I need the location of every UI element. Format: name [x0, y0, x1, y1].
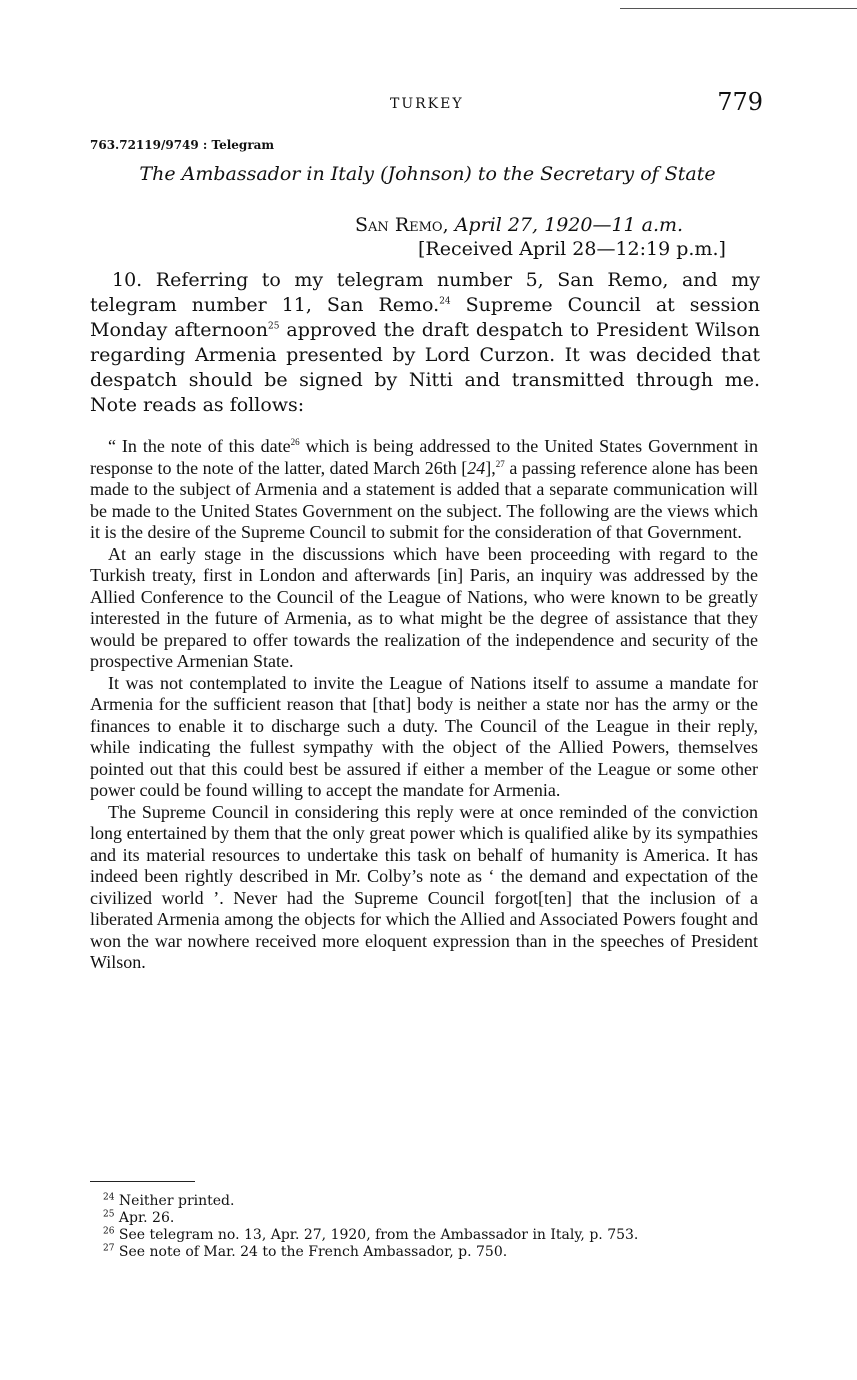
footnote — [103, 1227, 763, 1244]
body-rest: approved the draft despatch to President Wilson regarding Armenia presented by Lord Curzon. It was decided that despatch should be signed by Nitti and transmitted through me. Note reads as follows: — [90, 319, 760, 416]
page-number: 779 — [717, 88, 763, 116]
footnote-mark: 27 — [103, 1243, 115, 1254]
note-p1-c: ], — [485, 457, 496, 478]
note-paragraph-2: At an early stage in the discussions which have been proceeding with regard to the Turkish treaty, first in London and afterwards [in] Paris, an inquiry was addressed by the Allied Conference to the Council of the League of Nations, who were known to be greatly interested in the future of Armenia, as to what might be the degree of assistance that they would be prepared to offer towards the realization of the independence and security of the prospective Armenian State. — [90, 543, 758, 671]
footnote-text: See note of Mar. 24 to the French Ambassador, p. 750. — [118, 1244, 508, 1260]
dateline: San Remo, April 27, 1920—11 a.m. — [355, 214, 684, 236]
note-p1-d: a passing reference alone has been made to the subject of Armenia and a statement is added that a separate communication will be made to the United States Government on the subject. The following are the views which it is the desire of the Supreme Council to submit for the consideration of that Government. — [90, 457, 758, 542]
note-paragraph-4: The Supreme Council in considering this reply were at once reminded of the conviction long entertained by them that the only great power which is qualified alike by its sympathies and its material resources to undertake this task on behalf of humanity is America. It has indeed been rightly described in Mr. Colby’s note as ‘ the demand and expectation of the civilized world ’. Never had the Supreme Council forgot[ten] that the inclusion of a liberated Armenia among the objects for which the Allied and Associated Powers fought and won the war nowhere received more eloquent expression than in the speeches of President Wilson. — [90, 801, 758, 972]
footnote — [103, 1193, 763, 1210]
footnote — [103, 1244, 763, 1261]
footnote-mark: 24 — [103, 1192, 115, 1203]
footnote-mark: 26 — [103, 1226, 115, 1237]
note-p1-italic: 24 — [467, 457, 486, 478]
dateline-place: San Remo — [355, 214, 443, 236]
footnote-mark: 25 — [103, 1209, 115, 1220]
running-title: TURKEY — [390, 96, 464, 112]
footnote-text: Neither printed. — [118, 1193, 235, 1209]
quoted-note — [90, 436, 758, 974]
top-rule — [620, 8, 857, 9]
running-head — [90, 88, 765, 118]
footnote-ref-25: 25 — [267, 321, 280, 332]
footnote-ref-26: 26 — [290, 437, 300, 447]
footnote-text: Apr. 26. — [118, 1210, 175, 1226]
telegram-body — [90, 268, 760, 418]
note-p1-a: “ In the note of this date — [108, 436, 291, 456]
received-line: [Received April 28—12:19 p.m.] — [418, 238, 726, 260]
footnote-ref-27: 27 — [495, 458, 505, 469]
document-title: The Ambassador in Italy (Johnson) to the Secretary of State — [139, 163, 716, 185]
note-p1-b: which is being addressed to the United States Government in response to the note of the latter, dated March 26th [ — [90, 436, 758, 478]
dateline-date: April 27, 1920—11 a.m. — [454, 214, 684, 236]
body-mid: Supreme Council at session Monday afternoon — [90, 294, 760, 341]
footnote-ref-24: 24 — [439, 296, 451, 307]
note-paragraph-3: It was not contemplated to invite the League of Nations itself to assume a mandate for Armenia for the sufficient reason that [that] body is neither a state nor has the army or the finances to enable it to discharge such a duty. The Council of the League in their reply, while indicating the fullest sympathy with the object of the Allied Powers, themselves pointed out that this could best be assured if either a member of the League or some other power could be found willing to accept the mandate for Armenia. — [90, 672, 758, 800]
footnote-rule — [90, 1181, 195, 1182]
file-number: 763.72119/9749 : Telegram — [90, 138, 275, 152]
body-intro: 10. Referring to my telegram number 5, San Remo, and my telegram number 11, San Remo. — [90, 269, 760, 316]
note-paragraph-1 — [90, 436, 758, 544]
footnotes — [103, 1193, 763, 1261]
footnote-text: See telegram no. 13, Apr. 27, 1920, from the Ambassador in Italy, p. 753. — [118, 1227, 639, 1243]
footnote — [103, 1210, 763, 1227]
